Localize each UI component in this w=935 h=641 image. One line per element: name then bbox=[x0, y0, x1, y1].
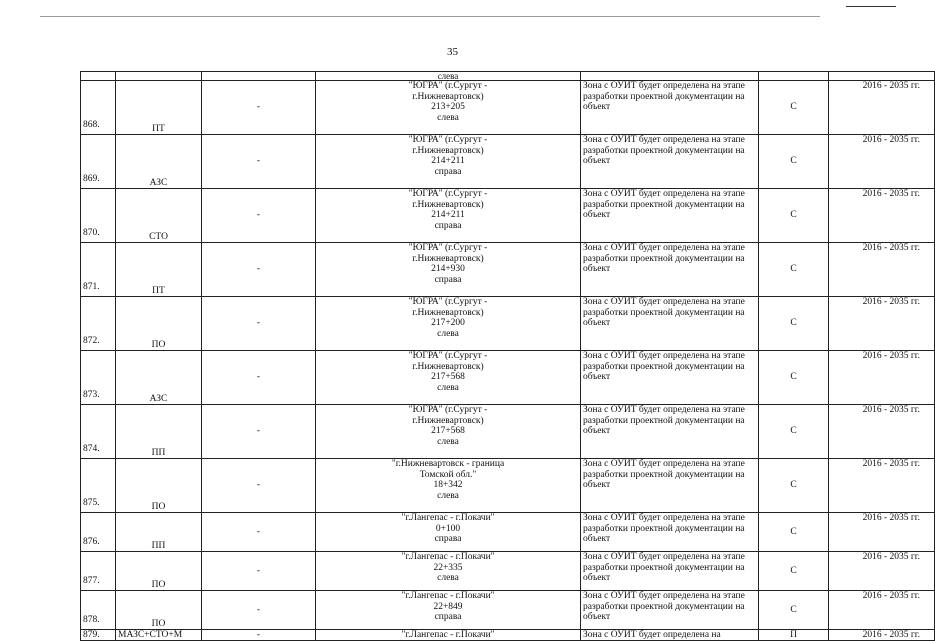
zone-note: Зона с ОУИТ будет определена на этапе разработки проектной документации на объект bbox=[581, 552, 759, 591]
dash-cell: - bbox=[202, 552, 316, 591]
road-side: справа bbox=[434, 220, 462, 231]
road-cell bbox=[316, 591, 581, 630]
category-cell: С bbox=[759, 513, 829, 552]
road-name: "ЮГРА" (г.Сургут - bbox=[408, 81, 488, 91]
dash-cell: - bbox=[202, 513, 316, 552]
km-marker: 213+205 bbox=[431, 102, 465, 112]
period-cell: 2016 - 2035 гг. bbox=[829, 630, 935, 641]
row-number: 876. bbox=[81, 513, 116, 552]
period-cell: 2016 - 2035 гг. bbox=[829, 243, 935, 297]
registry-table bbox=[80, 71, 935, 641]
road-name: "г.Нижневартовск - граница bbox=[391, 459, 505, 469]
km-marker: 214+211 bbox=[431, 210, 465, 220]
road-name: "г.Лангепас - г.Покачи" bbox=[401, 591, 495, 601]
road-name-cont: г.Нижневартовск) bbox=[412, 361, 484, 372]
category-cell: П bbox=[759, 630, 829, 641]
road-side: слева bbox=[437, 382, 459, 393]
road-name-cont: г.Нижневартовск) bbox=[412, 415, 484, 426]
road-name-cont: г.Нижневартовск) bbox=[412, 145, 484, 156]
road-cell bbox=[316, 351, 581, 405]
category-cell: С bbox=[759, 459, 829, 513]
period-cell: 2016 - 2035 гг. bbox=[829, 81, 935, 135]
object-type: ПТ bbox=[116, 81, 202, 135]
row-number: 870. bbox=[81, 189, 116, 243]
object-type: ПО bbox=[116, 552, 202, 591]
row-number: 871. bbox=[81, 243, 116, 297]
row-number: 868. bbox=[81, 81, 116, 135]
zone-note: Зона с ОУИТ будет определена на этапе разработки проектной документации на объект bbox=[581, 189, 759, 243]
zone-note: Зона с ОУИТ будет определена на этапе разработки проектной документации на объект bbox=[581, 297, 759, 351]
object-type: ПТ bbox=[116, 243, 202, 297]
object-type: МАЗС+СТО+М bbox=[116, 630, 202, 641]
road-name-cont: г.Нижневартовск) bbox=[412, 199, 484, 210]
road-cell bbox=[316, 552, 581, 591]
table-row bbox=[81, 459, 935, 513]
road-cell: "г.Лангепас - г.Покачи" bbox=[316, 630, 581, 641]
dash-cell: - bbox=[202, 81, 316, 135]
table-row bbox=[81, 552, 935, 591]
object-type: СТО bbox=[116, 189, 202, 243]
row-number: 875. bbox=[81, 459, 116, 513]
road-side: справа bbox=[434, 612, 462, 622]
category-cell: С bbox=[759, 81, 829, 135]
table-row bbox=[81, 135, 935, 189]
road-name-cont: г.Нижневартовск) bbox=[412, 307, 484, 318]
period-cell: 2016 - 2035 гг. bbox=[829, 135, 935, 189]
dash-cell: - bbox=[202, 405, 316, 459]
period-cell: 2016 - 2035 гг. bbox=[829, 459, 935, 513]
table-row bbox=[81, 513, 935, 552]
zone-note: Зона с ОУИТ будет определена на этапе разработки проектной документации на объект bbox=[581, 459, 759, 513]
road-name: "ЮГРА" (г.Сургут - bbox=[408, 405, 488, 415]
table-row bbox=[81, 351, 935, 405]
category-cell: С bbox=[759, 552, 829, 591]
dash-cell: - bbox=[202, 135, 316, 189]
road-cell bbox=[316, 189, 581, 243]
zone-note: Зона с ОУИТ будет определена на этапе разработки проектной документации на объект bbox=[581, 135, 759, 189]
object-type: ПО bbox=[116, 591, 202, 630]
scan-artifact-line bbox=[846, 6, 896, 7]
road-side: слева bbox=[437, 573, 459, 583]
road-name: "г.Лангепас - г.Покачи" bbox=[401, 552, 495, 562]
object-type: АЗС bbox=[116, 135, 202, 189]
dash-cell: - bbox=[202, 351, 316, 405]
table-row bbox=[81, 630, 935, 641]
zone-note: Зона с ОУИТ будет определена на этапе разработки проектной документации на объект bbox=[581, 405, 759, 459]
category-cell: С bbox=[759, 591, 829, 630]
dash-cell: - bbox=[202, 243, 316, 297]
km-marker: 22+849 bbox=[433, 601, 463, 612]
km-marker: 18+342 bbox=[433, 480, 463, 490]
period-cell: 2016 - 2035 гг. bbox=[829, 405, 935, 459]
dash-cell: - bbox=[202, 459, 316, 513]
road-cell bbox=[316, 297, 581, 351]
km-marker: 214+211 bbox=[431, 156, 465, 166]
road-side: слева bbox=[437, 436, 459, 447]
zone-note: Зона с ОУИТ будет определена на этапе разработки проектной документации на объект bbox=[581, 513, 759, 552]
zone-note: Зона с ОУИТ будет определена на этапе разработки проектной документации на объект bbox=[581, 351, 759, 405]
road-name: "ЮГРА" (г.Сургут - bbox=[408, 189, 488, 199]
table-row bbox=[81, 405, 935, 459]
km-marker: 0+100 bbox=[435, 523, 461, 534]
table-row bbox=[81, 189, 935, 243]
table-row bbox=[81, 591, 935, 630]
row-number: 879. bbox=[81, 630, 116, 641]
km-marker: 217+200 bbox=[431, 318, 465, 328]
road-cell bbox=[316, 243, 581, 297]
road-name-cont: Томской обл." bbox=[419, 469, 477, 480]
row-number: 869. bbox=[81, 135, 116, 189]
table-row bbox=[81, 297, 935, 351]
row-number: 873. bbox=[81, 351, 116, 405]
table-row bbox=[81, 72, 935, 81]
road-cell bbox=[316, 459, 581, 513]
road-side: справа bbox=[434, 534, 462, 544]
scan-artifact-line bbox=[40, 16, 820, 17]
dash-cell: - bbox=[202, 297, 316, 351]
road-side: слева bbox=[437, 112, 459, 123]
period-cell: 2016 - 2035 гг. bbox=[829, 591, 935, 630]
road-side: справа bbox=[434, 166, 462, 177]
dash-cell: - bbox=[202, 591, 316, 630]
road-cell bbox=[316, 135, 581, 189]
zone-note: Зона с ОУИТ будет определена на этапе разработки проектной документации на объект bbox=[581, 591, 759, 630]
road-name: "ЮГРА" (г.Сургут - bbox=[408, 297, 488, 307]
page-number: 35 bbox=[447, 46, 458, 58]
object-type: АЗС bbox=[116, 351, 202, 405]
km-marker: 22+335 bbox=[433, 562, 463, 573]
zone-note: Зона с ОУИТ будет определена на этапе разработки проектной документации на объект bbox=[581, 81, 759, 135]
category-cell: С bbox=[759, 189, 829, 243]
period-cell: 2016 - 2035 гг. bbox=[829, 513, 935, 552]
row-number: 872. bbox=[81, 297, 116, 351]
object-type: ПП bbox=[116, 513, 202, 552]
km-marker: 214+930 bbox=[431, 264, 465, 274]
row-number: 877. bbox=[81, 552, 116, 591]
row-number: 878. bbox=[81, 591, 116, 630]
period-cell: 2016 - 2035 гг. bbox=[829, 189, 935, 243]
road-side: справа bbox=[434, 274, 462, 285]
category-cell: С bbox=[759, 405, 829, 459]
dash-cell: - bbox=[202, 189, 316, 243]
period-cell: 2016 - 2035 гг. bbox=[829, 552, 935, 591]
road-name-cont: г.Нижневартовск) bbox=[412, 253, 484, 264]
category-cell: С bbox=[759, 297, 829, 351]
km-marker: 217+568 bbox=[431, 426, 465, 436]
road-cell bbox=[316, 513, 581, 552]
dash-cell: - bbox=[202, 630, 316, 641]
road-name-cont: г.Нижневартовск) bbox=[412, 91, 484, 102]
period-cell: 2016 - 2035 гг. bbox=[829, 297, 935, 351]
zone-note: Зона с ОУИТ будет определена на этапе разработки проектной документации на объект bbox=[581, 243, 759, 297]
road-fragment: слева bbox=[316, 72, 581, 81]
table-row bbox=[81, 243, 935, 297]
road-side: слева bbox=[437, 490, 459, 501]
object-type: ПО bbox=[116, 297, 202, 351]
km-marker: 217+568 bbox=[431, 372, 465, 382]
road-cell bbox=[316, 81, 581, 135]
object-type: ПП bbox=[116, 405, 202, 459]
period-cell: 2016 - 2035 гг. bbox=[829, 351, 935, 405]
road-cell bbox=[316, 405, 581, 459]
road-name: "г.Лангепас - г.Покачи" bbox=[401, 513, 495, 523]
road-side: слева bbox=[437, 328, 459, 339]
zone-note: Зона с ОУИТ будет определена на bbox=[581, 630, 759, 641]
category-cell: С bbox=[759, 135, 829, 189]
road-name: "ЮГРА" (г.Сургут - bbox=[408, 135, 488, 145]
object-type: ПО bbox=[116, 459, 202, 513]
category-cell: С bbox=[759, 243, 829, 297]
road-name: "ЮГРА" (г.Сургут - bbox=[408, 243, 488, 253]
table-row bbox=[81, 81, 935, 135]
road-name: "ЮГРА" (г.Сургут - bbox=[408, 351, 488, 361]
category-cell: С bbox=[759, 351, 829, 405]
row-number: 874. bbox=[81, 405, 116, 459]
